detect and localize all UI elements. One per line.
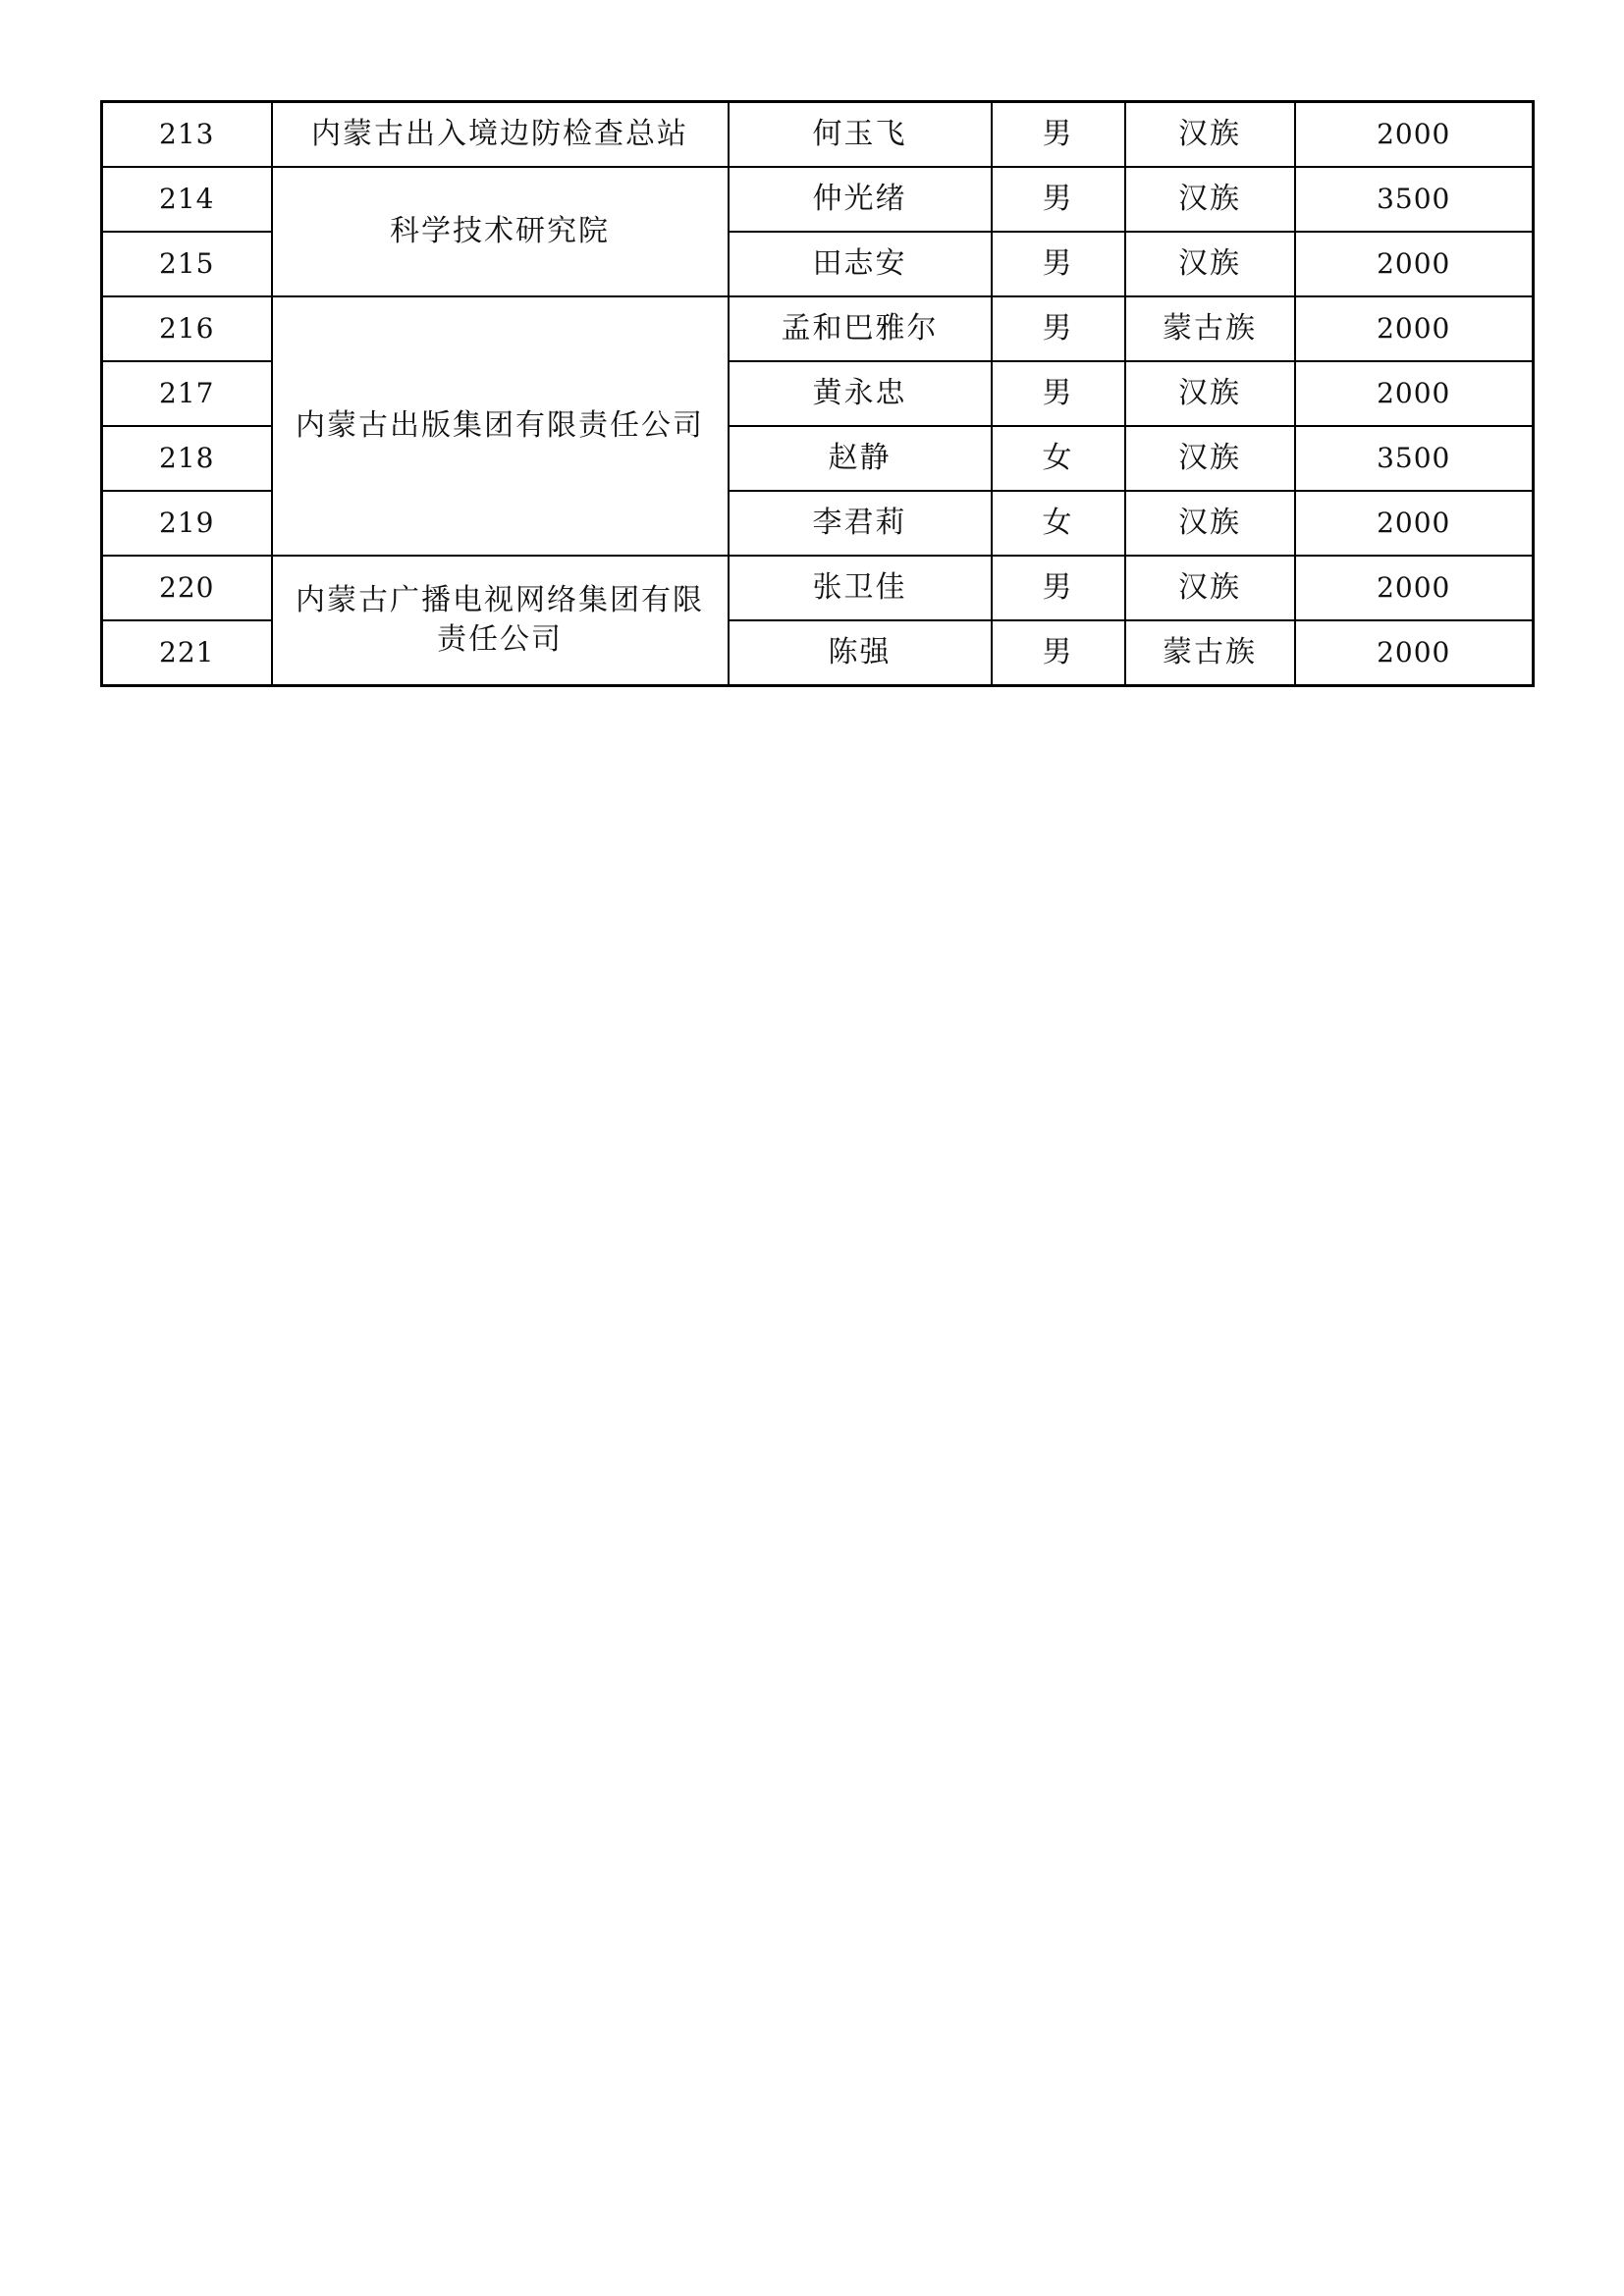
ethnicity-cell: 蒙古族 bbox=[1125, 296, 1295, 361]
serial-number-cell: 214 bbox=[102, 167, 272, 232]
gender-cell: 男 bbox=[992, 296, 1125, 361]
amount-cell: 3500 bbox=[1295, 426, 1534, 491]
amount-cell: 2000 bbox=[1295, 361, 1534, 426]
unit-name-cell: 内蒙古出入境边防检查总站 bbox=[272, 102, 729, 168]
person-name-cell: 赵静 bbox=[729, 426, 992, 491]
amount-cell: 2000 bbox=[1295, 620, 1534, 686]
amount-cell: 2000 bbox=[1295, 556, 1534, 620]
person-name-cell: 孟和巴雅尔 bbox=[729, 296, 992, 361]
person-name-cell: 仲光绪 bbox=[729, 167, 992, 232]
gender-cell: 男 bbox=[992, 232, 1125, 296]
person-name-cell: 李君莉 bbox=[729, 491, 992, 556]
table-row bbox=[102, 167, 1534, 232]
ethnicity-cell: 汉族 bbox=[1125, 491, 1295, 556]
person-name-cell: 黄永忠 bbox=[729, 361, 992, 426]
person-name-cell: 何玉飞 bbox=[729, 102, 992, 168]
gender-cell: 女 bbox=[992, 491, 1125, 556]
serial-number-cell: 221 bbox=[102, 620, 272, 686]
person-name-cell: 田志安 bbox=[729, 232, 992, 296]
ethnicity-cell: 汉族 bbox=[1125, 102, 1295, 168]
ethnicity-cell: 汉族 bbox=[1125, 361, 1295, 426]
amount-cell: 2000 bbox=[1295, 296, 1534, 361]
gender-cell: 男 bbox=[992, 102, 1125, 168]
table-row bbox=[102, 556, 1534, 620]
amount-cell: 2000 bbox=[1295, 102, 1534, 168]
ethnicity-cell: 汉族 bbox=[1125, 232, 1295, 296]
award-list-table bbox=[100, 100, 1535, 687]
unit-name-cell: 内蒙古广播电视网络集团有限责任公司 bbox=[272, 556, 729, 686]
amount-cell: 2000 bbox=[1295, 491, 1534, 556]
gender-cell: 男 bbox=[992, 361, 1125, 426]
unit-name-cell: 科学技术研究院 bbox=[272, 167, 729, 296]
serial-number-cell: 219 bbox=[102, 491, 272, 556]
person-name-cell: 陈强 bbox=[729, 620, 992, 686]
person-name-cell: 张卫佳 bbox=[729, 556, 992, 620]
ethnicity-cell: 蒙古族 bbox=[1125, 620, 1295, 686]
serial-number-cell: 213 bbox=[102, 102, 272, 168]
amount-cell: 2000 bbox=[1295, 232, 1534, 296]
table-row bbox=[102, 102, 1534, 168]
serial-number-cell: 217 bbox=[102, 361, 272, 426]
ethnicity-cell: 汉族 bbox=[1125, 556, 1295, 620]
gender-cell: 男 bbox=[992, 167, 1125, 232]
gender-cell: 男 bbox=[992, 556, 1125, 620]
unit-name-cell: 内蒙古出版集团有限责任公司 bbox=[272, 296, 729, 556]
amount-cell: 3500 bbox=[1295, 167, 1534, 232]
serial-number-cell: 216 bbox=[102, 296, 272, 361]
gender-cell: 男 bbox=[992, 620, 1125, 686]
serial-number-cell: 218 bbox=[102, 426, 272, 491]
serial-number-cell: 220 bbox=[102, 556, 272, 620]
table-row bbox=[102, 296, 1534, 361]
gender-cell: 女 bbox=[992, 426, 1125, 491]
ethnicity-cell: 汉族 bbox=[1125, 426, 1295, 491]
serial-number-cell: 215 bbox=[102, 232, 272, 296]
ethnicity-cell: 汉族 bbox=[1125, 167, 1295, 232]
